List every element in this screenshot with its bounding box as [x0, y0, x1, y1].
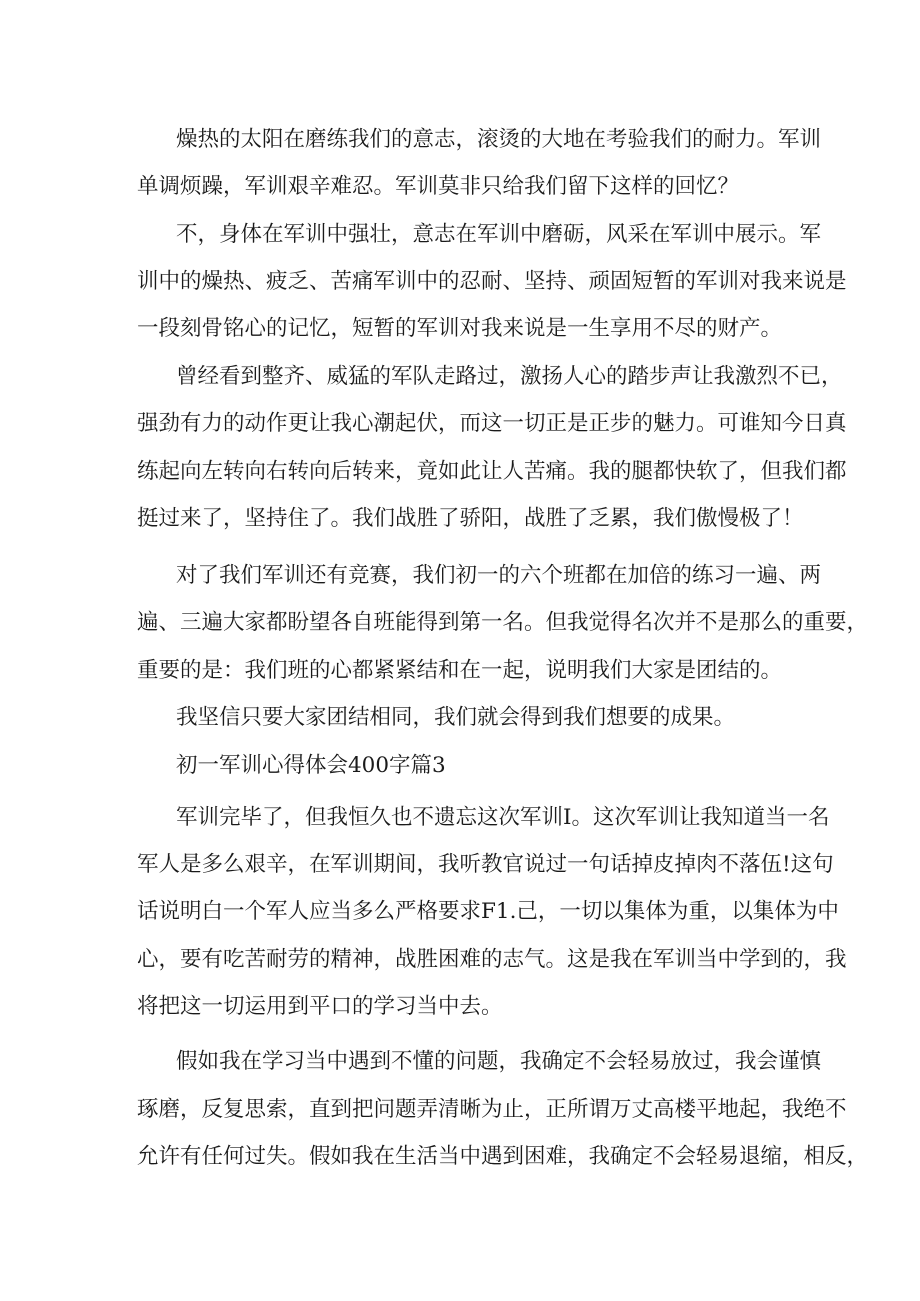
- paragraph-4-line-1: 对了我们军训还有竞赛，我们初一的六个班都在加倍的练习一遍、两: [176, 563, 822, 588]
- paragraph-3-line-4: 挺过来了，坚持住了。我们战胜了骄阳，战胜了乏累，我们傲慢极了！: [137, 506, 804, 531]
- paragraph-6-line-3: 话说明白一个军人应当多么严格要求F1.己，一切以集体为重，以集体为中: [137, 899, 839, 924]
- paragraph-4-line-3: 重要的是：我们班的心都紧紧结和在一起，说明我们大家是团结的。: [137, 658, 783, 683]
- paragraph-7-line-1: 假如我在学习当中遇到不懂的问题，我确定不会轻易放过，我会谨慎: [176, 1049, 822, 1074]
- paragraph-5-line-1: 我坚信只要大家团结相同，我们就会得到我们想要的成果。: [176, 705, 736, 730]
- paragraph-7-line-3: 允许有任何过失。假如我在生活当中遇到困难，我确定不会轻易退缩，相反，: [137, 1144, 869, 1169]
- paragraph-4-line-2: 遍、三遍大家都盼望各自班能得到第一名。但我觉得名次并不是那么的重要，: [137, 610, 869, 635]
- paragraph-3-line-1: 曾经看到整齐、威猛的军队走路过，激扬人心的踏步声让我激烈不已，: [176, 364, 843, 389]
- paragraph-1-line-2: 单调烦躁，军训艰辛难忍。军训莫非只给我们留下这样的回忆？: [137, 174, 740, 199]
- paragraph-2-line-3: 一段刻骨铭心的记忆，短暂的军训对我来说是一生享用不尽的财产。: [137, 316, 783, 341]
- paragraph-3-line-3: 练起向左转向右转向后转来，竟如此让人苦痛。我的腿都快软了，但我们都: [137, 459, 847, 484]
- paragraph-3-line-2: 强劲有力的动作更让我心潮起伏，而这一切正是正步的魅力。可谁知今日真: [137, 411, 847, 436]
- paragraph-7-line-2: 琢磨，反复思索，直到把问题弄清晰为止，正所谓万丈高楼平地起，我绝不: [137, 1097, 847, 1122]
- section-heading: 初一军训心得体会400字篇3: [176, 753, 446, 778]
- paragraph-6-line-4: 心，要有吃苦耐劳的精神，战胜困难的志气。这是我在军训当中学到的，我: [137, 947, 847, 972]
- paragraph-1-line-1: 燥热的太阳在磨练我们的意志，滚烫的大地在考验我们的耐力。军训: [176, 127, 822, 152]
- paragraph-6-line-1: 军训完毕了，但我恒久也不遗忘这次军训I。这次军训让我知道当一名: [176, 805, 830, 830]
- paragraph-2-line-1: 不，身体在军训中强壮，意志在军训中磨砺，风采在军训中展示。军: [176, 222, 822, 247]
- paragraph-6-line-5: 将把这一切运用到平口的学习当中去。: [137, 994, 503, 1019]
- paragraph-6-line-2: 军人是多么艰辛，在军训期间，我听教官说过一句话掉皮掉肉不落伍!这句: [137, 852, 834, 877]
- paragraph-2-line-2: 训中的燥热、疲乏、苦痛军训中的忍耐、坚持、顽固短暂的军训对我来说是: [137, 269, 847, 294]
